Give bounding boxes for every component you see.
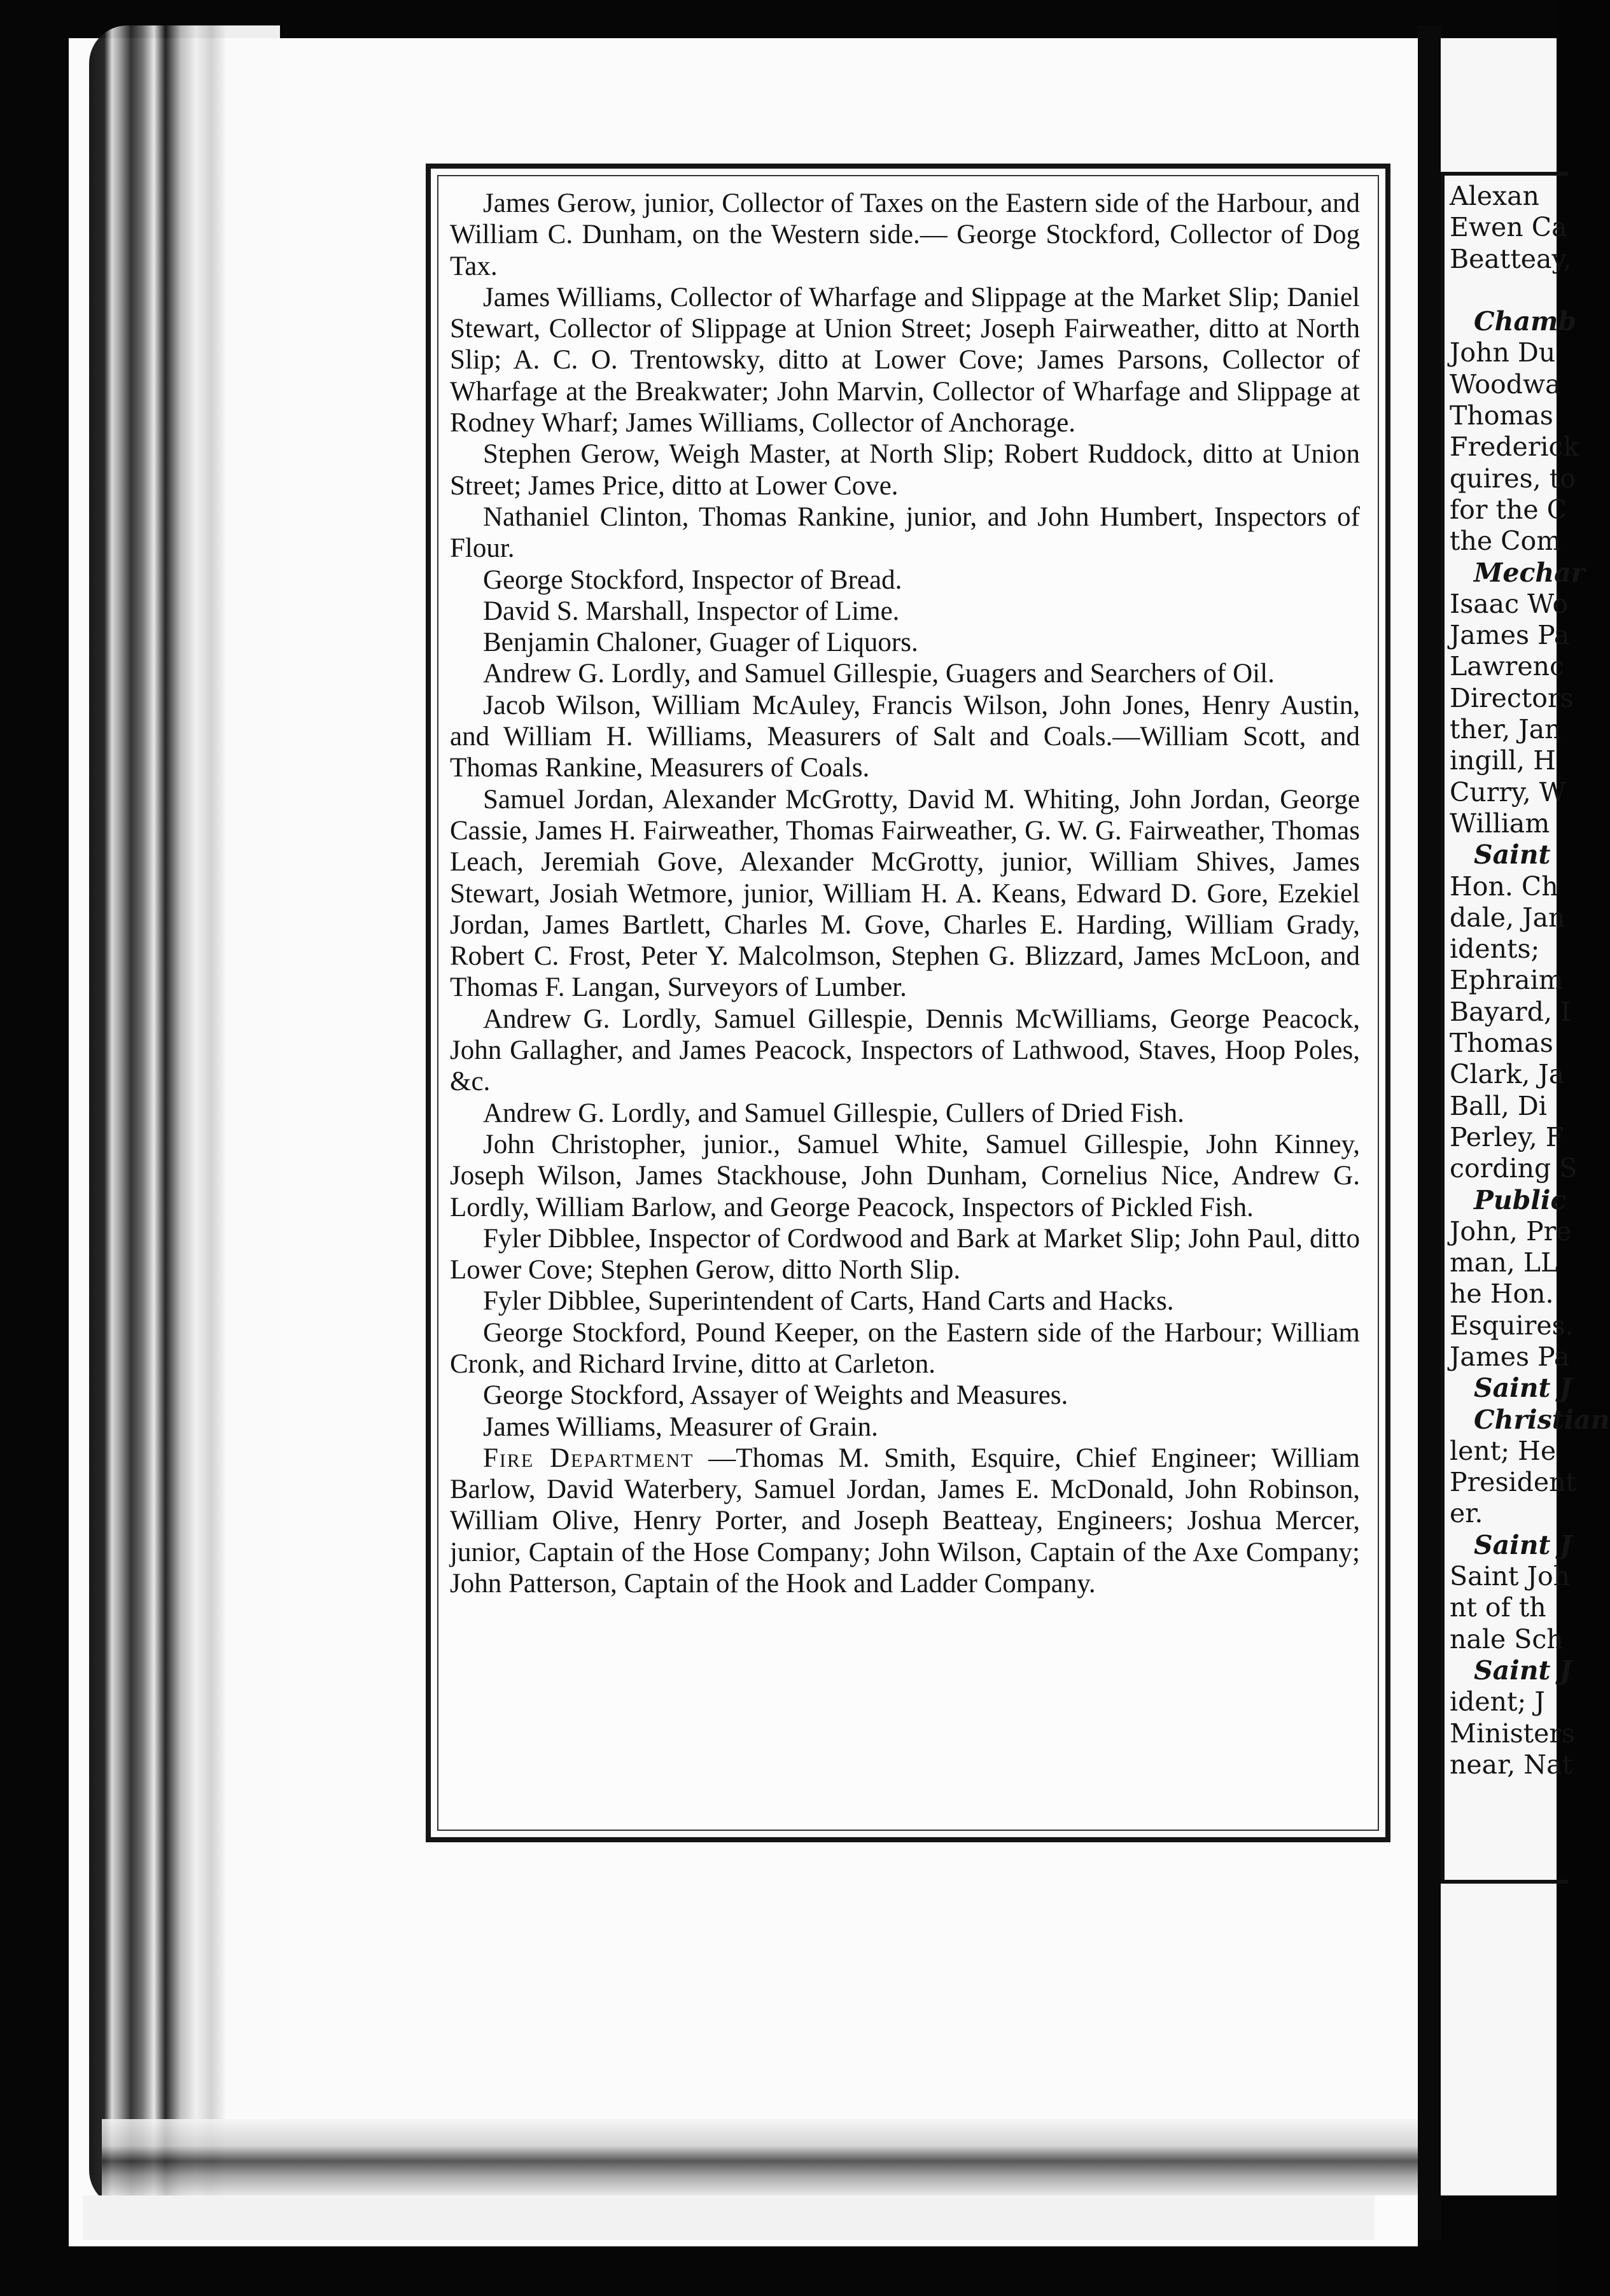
adjacent-page-line: Saint — [1474, 839, 1551, 871]
paragraph: George Stockford, Assayer of Weights and Measures. — [483, 1380, 1068, 1411]
text-frame — [426, 164, 1390, 1842]
paragraph: Andrew G. Lordly, and Samuel Gillespie, Guagers and Searchers of Oil. — [483, 659, 1275, 689]
paragraph: George Stockford, Pound Keeper, on the Eastern side of the Harbour; William Cronk, and Richard Irvine, ditto at Carleton. — [450, 1317, 1360, 1379]
adjacent-page-line: Directors — [1450, 682, 1574, 713]
adjacent-page-line: John Du — [1450, 337, 1556, 368]
adjacent-page-line: Ephraim — [1450, 965, 1564, 996]
adjacent-page-line: Thomas — [1450, 400, 1553, 431]
paragraph: Stephen Gerow, Weigh Master, at North Slip; Robert Ruddock, ditto at Union Street; James Price, ditto at Lower Cove. — [450, 439, 1360, 501]
adjacent-page-line: Chamb — [1474, 306, 1577, 337]
adjacent-page-line: Thomas — [1450, 1028, 1553, 1059]
paragraph: David S. Marshall, Inspector of Lime. — [483, 596, 900, 626]
paragraph: James Williams, Collector of Wharfage and Slippage at the Market Slip; Daniel Stewart, Collector of Slippage at Union Street; Joseph Fairweather, ditto at North Slip; A. C. O. Trentowsky, ditto at Lower Cove; James Parsons, Collector of Wharfage at the Breakwater; John Marvin, Collector of Wharfage and Slippage at Rodney Wharf; James Williams, Collector of Anchorage. — [450, 282, 1360, 438]
adjacent-page-line: Ball, Di — [1450, 1090, 1547, 1121]
adjacent-page-line: John, Pre — [1450, 1215, 1572, 1247]
adjacent-page-line: James Pa — [1450, 620, 1570, 651]
adjacent-page-line: Woodwa — [1450, 368, 1561, 400]
adjacent-page-line: near, Nat — [1450, 1749, 1573, 1780]
adjacent-page-line: Saint J — [1474, 1373, 1572, 1404]
adjacent-page-line: Mechar — [1474, 557, 1585, 588]
adjacent-page-line: President — [1450, 1467, 1576, 1498]
fire-department-text: —Thomas M. Smith, Esquire, Chief Engineer; William Barlow, David Waterbery, Samuel Jordan, James E. McDonald, John Robinson, William Olive, Henry Porter, and Joseph Beatteay, Engineers; Joshua Mercer, junior, Captain of the Hose Company; John Wilson, Captain of the Axe Company; John Patterson, Captain of the Hook and Ladder Company. — [450, 1443, 1360, 1599]
adjacent-page-line: Curry, W — [1450, 776, 1566, 808]
adjacent-page-line: Perley, F — [1450, 1121, 1564, 1152]
paragraph: George Stockford, Inspector of Bread. — [483, 564, 902, 595]
adjacent-page-line: Isaac Wo — [1450, 588, 1569, 619]
adjacent-page-line: Saint J — [1474, 1655, 1572, 1686]
adjacent-page-text — [1450, 181, 1610, 1781]
adjacent-page-line: man, LL — [1450, 1247, 1558, 1278]
paragraph: Jacob Wilson, William McAuley, Francis Wilson, John Jones, Henry Austin, and William H. Williams, Measurers of Salt and Coals.—William Scott, and Thomas Rankine, Measurers of Coals. — [450, 690, 1360, 783]
adjacent-page-line: ther, Jan — [1450, 714, 1562, 745]
paragraph: Fyler Dibblee, Inspector of Cordwood and Bark at Market Slip; John Paul, ditto Lower Cove; Stephen Gerow, ditto North Slip. — [450, 1223, 1360, 1285]
adjacent-page-line: dale, Jan — [1450, 902, 1565, 933]
fire-department-paragraph — [450, 1443, 1360, 1599]
adjacent-page-line: Clark, Ja — [1450, 1059, 1565, 1090]
paragraph: Fyler Dibblee, Superintendent of Carts, Hand Carts and Hacks. — [483, 1286, 1174, 1317]
adjacent-page-line: Christian — [1474, 1404, 1610, 1435]
paragraph: James Williams, Measurer of Grain. — [483, 1411, 878, 1442]
adjacent-page-line: Beatteay, — [1450, 243, 1572, 274]
adjacent-page-line: Lawrenc — [1450, 651, 1564, 682]
paragraph: Benjamin Chaloner, Guager of Liquors. — [483, 627, 918, 658]
adjacent-page-line: William — [1450, 808, 1550, 839]
adjacent-page-line: Bayard, I — [1450, 996, 1571, 1027]
adjacent-page-line: er. — [1450, 1498, 1483, 1529]
adjacent-page-line: ident; J — [1450, 1686, 1545, 1718]
adjacent-page-line: he Hon. — [1450, 1278, 1554, 1310]
adjacent-page-line: ingill, H — [1450, 745, 1556, 776]
adjacent-page-line: idents; — [1450, 934, 1540, 965]
adjacent-page-line: Hon. Ch — [1450, 871, 1558, 902]
adjacent-page-line: Saint J — [1474, 1529, 1572, 1560]
paragraph: Samuel Jordan, Alexander McGrotty, David M. Whiting, John Jordan, George Cassie, James H. Fairweather, Thomas Fairweather, G. W. G. Fairweather, Thomas Leach, Jeremiah Gove, Alexander McGrotty, junior, William Shives, James Stewart, Josiah Wetmore, junior, William H. A. Keans, Edward D. Gore, Ezekiel Jordan, James Bartlett, Charles M. Gove, Charles E. Harding, William Grady, Robert C. Frost, Peter Y. Malcolmson, Stephen G. Blizzard, James McLoon, and Thomas F. Langan, Surveyors of Lumber. — [450, 784, 1360, 1003]
damaged-page-edge — [89, 25, 280, 2208]
adjacent-page-line: Alexan — [1450, 181, 1539, 211]
damaged-page-bottom — [102, 2119, 1419, 2195]
adjacent-page-line: cording S — [1450, 1153, 1578, 1184]
adjacent-page-line: nt of th — [1450, 1592, 1546, 1623]
adjacent-page-line: Esquires. — [1450, 1310, 1574, 1341]
book-gutter — [1418, 25, 1441, 2240]
adjacent-page-line: for the C — [1450, 494, 1567, 525]
paragraph: Nathaniel Clinton, Thomas Rankine, junior, and John Humbert, Inspectors of Flour. — [450, 501, 1360, 564]
paragraph: Andrew G. Lordly, and Samuel Gillespie, Cullers of Dried Fish. — [483, 1098, 1184, 1128]
adjacent-page-line: Ministers — [1450, 1718, 1576, 1749]
adjacent-page-line: lent; He — [1450, 1435, 1557, 1466]
adjacent-page-line: Frederick — [1450, 431, 1579, 463]
paragraph: John Christopher, junior., Samuel White, Samuel Gillespie, John Kinney, Joseph Wilson, James Stackhouse, John Dunham, Cornelius Nice, Andrew G. Lordly, William Barlow, and George Peacock, Inspectors of Pickled Fish. — [450, 1129, 1360, 1222]
adjacent-page — [1441, 38, 1610, 2195]
adjacent-page-frame — [1441, 172, 1610, 1884]
adjacent-page-line: Ewen Ca — [1450, 212, 1567, 243]
adjacent-page-line — [1450, 275, 1610, 306]
fire-department-heading: Fire Department — [483, 1443, 694, 1473]
adjacent-page-line: quires, to — [1450, 463, 1576, 494]
adjacent-page-line: nale Sch — [1450, 1623, 1564, 1655]
adjacent-page-line: Saint Joh — [1450, 1561, 1571, 1592]
document-body — [450, 188, 1360, 1599]
page-bottom-margin — [83, 2195, 1375, 2240]
paragraph: James Gerow, junior, Collector of Taxes on the Eastern side of the Harbour, and William C. Dunham, on the Western side.— George Stockford, Collector of Dog Tax. — [450, 188, 1360, 281]
adjacent-page-line: Public — [1474, 1184, 1567, 1215]
adjacent-page-line: James Pa — [1450, 1341, 1570, 1372]
paragraph: Andrew G. Lordly, Samuel Gillespie, Dennis McWilliams, George Peacock, John Gallagher, and James Peacock, Inspectors of Lathwood, Staves, Hoop Poles, &c. — [450, 1004, 1360, 1097]
adjacent-page-line: the Com — [1450, 526, 1562, 557]
